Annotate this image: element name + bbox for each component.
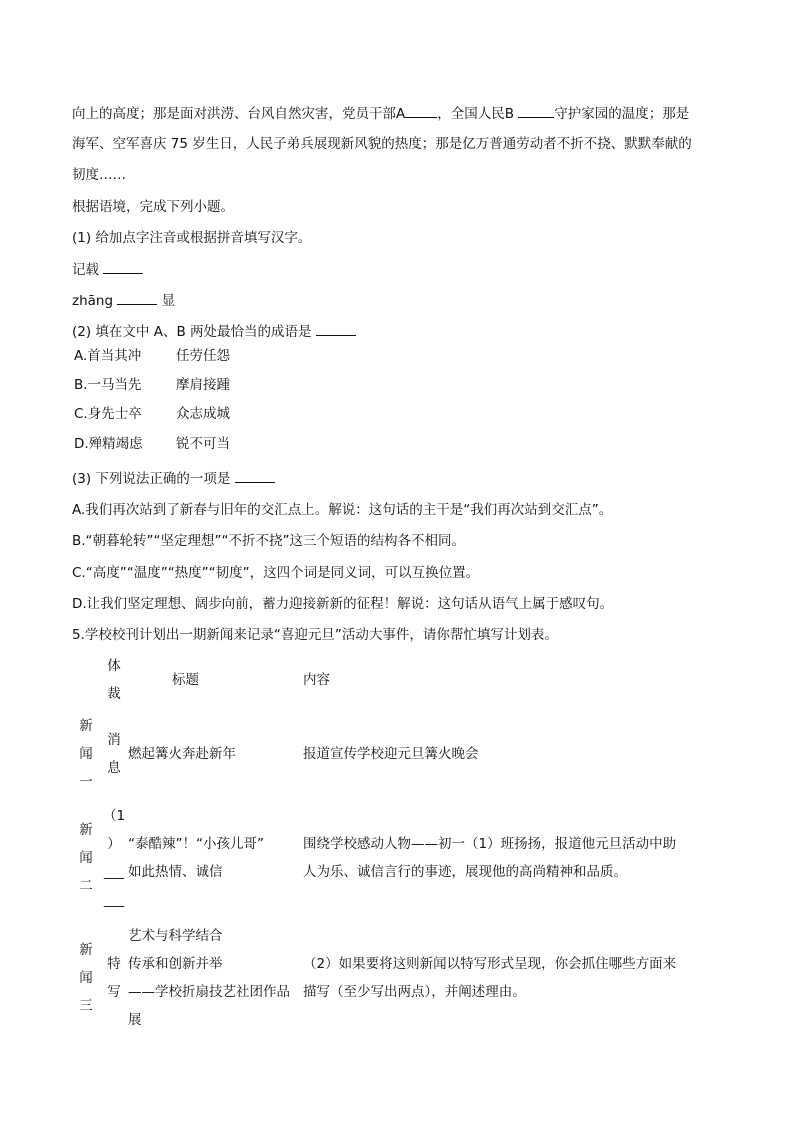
q1-answer-2[interactable] — [117, 290, 157, 305]
q3-answer[interactable] — [235, 468, 275, 483]
q2-answer[interactable] — [316, 321, 356, 336]
header-genre: 体 裁 — [107, 658, 121, 702]
q3-stem: (3) 下列说法正确的一项是 — [72, 468, 275, 489]
q3-option-c[interactable]: C.“高度”“温度”“热度”“韧度”，这四个词是同义词，可以互换位置。 — [72, 565, 480, 581]
row-title: 燃起篝火奔赴新年 — [128, 746, 236, 762]
q3-option-d[interactable]: D.让我们坚定理想、阔步向前，蓄力迎接新新的征程！解说：这句话从语气上属于感叹句。 — [72, 596, 614, 612]
row-title: 艺术与科学结合 传承和创新并举 ——学校折扇技艺社团作品 展 — [128, 928, 290, 1028]
table-row — [72, 710, 723, 798]
q2-option-c[interactable]: C.身先士卒 众志成城 — [74, 406, 230, 422]
q3-option-a[interactable]: A.我们再次站到了新春与旧年的交汇点上。解说：这句话的主干是“我们再次站到交汇点”。 — [72, 502, 613, 518]
passage-line-2: 海军、空军喜庆 75 岁生日，人民子弟兵展现新风貌的热度；那是亿万普通劳动者不折不挠、默默奉献的 — [72, 136, 692, 152]
row-content: 围绕学校感动人物——初一（1）班扬扬，报道他元旦活动中助 人为乐、诚信言行的事迹，展现他的高尚精神和品质。 — [303, 836, 677, 880]
table-row — [72, 918, 723, 1038]
row-content: 报道宣传学校迎元旦篝火晚会 — [303, 746, 479, 762]
header-title: 标题 — [172, 672, 199, 688]
q1-item-1: 记载 — [72, 259, 143, 280]
header-content: 内容 — [303, 672, 330, 688]
row-genre: 消 息 — [107, 732, 121, 776]
row-genre: 特 写 — [107, 956, 121, 1000]
passage-line-1: 向上的高度；那是面对洪涝、台风自然灾害，党员干部A ，全国人民B 守护家园的温度；那是 — [72, 103, 689, 124]
q2-stem: (2) 填在文中 A、B 两处最恰当的成语是 — [72, 321, 356, 342]
blank-a[interactable] — [405, 103, 437, 118]
news-plan-table — [72, 650, 723, 1038]
q1-answer-1[interactable] — [103, 259, 143, 274]
blank-b[interactable] — [518, 103, 554, 118]
table-header-row — [72, 650, 723, 710]
q3-option-b[interactable]: B.“朝暮轮转”“坚定理想”“不折不挠”这三个短语的结构各不相同。 — [72, 533, 466, 549]
q1-item-2: zhāng 显 — [72, 290, 175, 311]
table-row — [72, 798, 723, 918]
row-genre-blank[interactable]: （1 ） ___ ___ — [102, 808, 126, 908]
row-label: 新 闻 二 — [79, 822, 93, 894]
row-label: 新 闻 一 — [79, 718, 93, 790]
intro-text: 根据语境，完成下列小题。 — [72, 199, 234, 215]
row-content: （2）如果要将这则新闻以特写形式呈现，你会抓住哪些方面来 描写（至少写出两点），并阐述理由。 — [303, 956, 677, 1000]
q2-option-b[interactable]: B.一马当先 摩肩接踵 — [74, 377, 230, 393]
row-label: 新 闻 三 — [79, 942, 93, 1014]
q5-stem: 5.学校校刊计划出一期新闻来记录“喜迎元旦”活动大事件，请你帮忙填写计划表。 — [72, 627, 558, 643]
row-title: “泰酷辣”！“小孩儿哥” 如此热情、诚信 — [128, 836, 264, 880]
q2-option-d[interactable]: D.殚精竭虑 锐不可当 — [74, 436, 230, 452]
q1-stem: (1) 给加点字注音或根据拼音填写汉字。 — [72, 230, 312, 246]
q2-option-a[interactable]: A.首当其冲 任劳任怨 — [74, 348, 230, 364]
passage-line-3: 韧度…… — [72, 167, 126, 183]
